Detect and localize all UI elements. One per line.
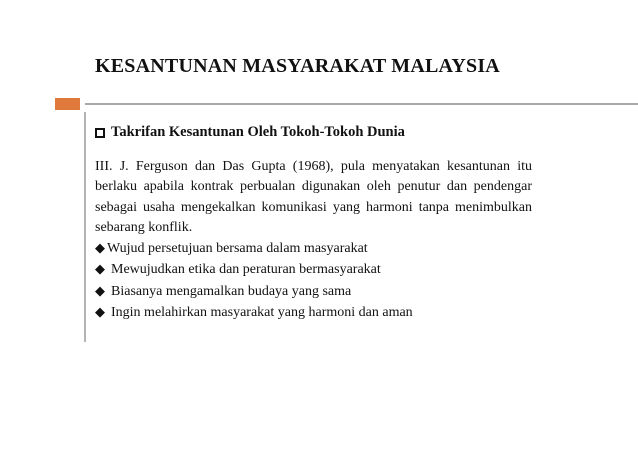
bullet-text: Ingin melahirkan masyarakat yang harmoni dan aman: [111, 305, 413, 321]
left-rule: [84, 112, 86, 342]
diamond-icon: ◆: [95, 261, 105, 277]
bullet-text: Biasanya mengamalkan budaya yang sama: [111, 283, 352, 299]
list-item: [95, 281, 532, 302]
list-item: [95, 302, 532, 323]
diamond-icon: ◆: [95, 240, 105, 256]
slide-content: [95, 124, 532, 323]
bullet-text: Mewujudkan etika dan peraturan bermasyarakat: [111, 262, 381, 278]
subheading-text: Takrifan Kesantunan Oleh Tokoh-Tokoh Dunia: [111, 124, 405, 140]
diamond-icon: ◆: [95, 282, 105, 298]
checkbox-icon: [95, 128, 105, 138]
list-item: [95, 259, 532, 280]
title-divider: [0, 98, 638, 110]
body-paragraph: III. J. Ferguson dan Das Gupta (1968), pula menyatakan kesantunan itu berlaku apabila kontrak perbualan digunakan oleh penutur dan pendengar sebagai usaha mengekalkan komunikasi yang harmoni tanpa menimbulkan sebarang konflik.: [95, 159, 532, 235]
slide-title: KESANTUNAN MASYARAKAT MALAYSIA: [95, 55, 500, 77]
accent-block: [55, 98, 80, 110]
bullet-text: Wujud persetujuan bersama dalam masyarakat: [107, 241, 368, 257]
subheading: [95, 124, 532, 141]
diamond-icon: ◆: [95, 304, 105, 320]
list-item: [95, 238, 532, 259]
bullet-list: [95, 238, 532, 323]
divider-line: [85, 103, 638, 105]
